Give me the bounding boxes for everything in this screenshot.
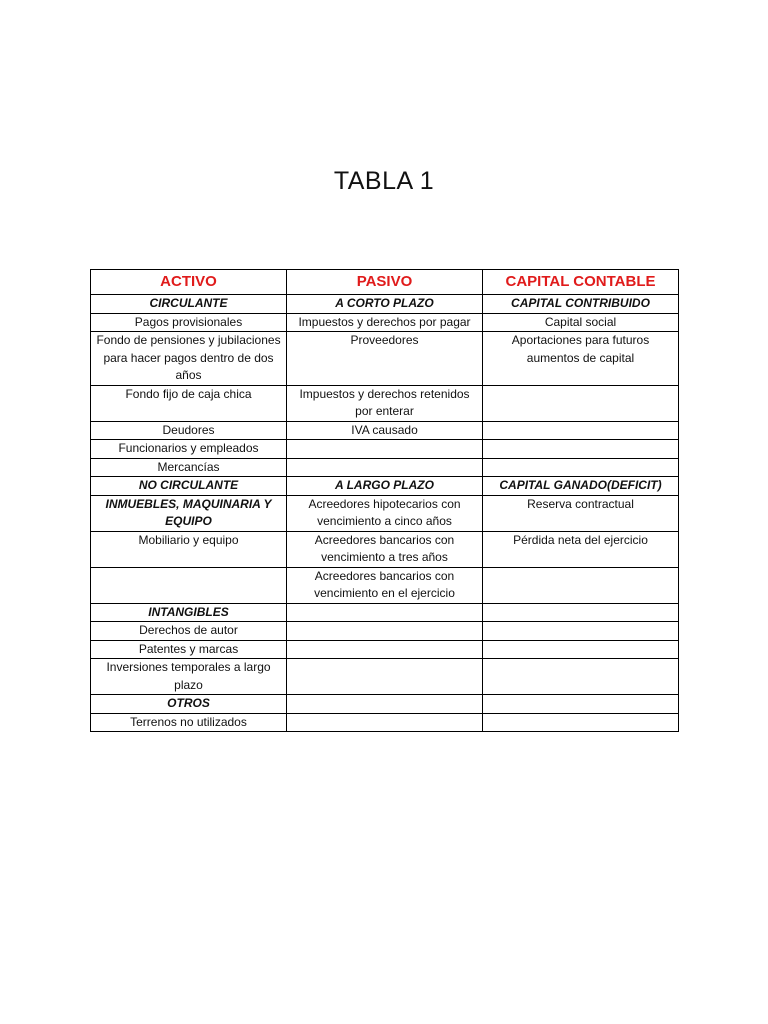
header-activo: ACTIVO xyxy=(91,270,287,295)
table-cell-pasivo xyxy=(287,622,483,641)
table-row xyxy=(91,640,679,659)
table-cell-pasivo: Acreedores hipotecarios con vencimiento a cinco años xyxy=(287,495,483,531)
table-cell-capital xyxy=(483,440,679,459)
table-cell-capital xyxy=(483,567,679,603)
table-cell-activo: INTANGIBLES xyxy=(91,603,287,622)
table-cell-activo: Pagos provisionales xyxy=(91,313,287,332)
table-cell-activo: Derechos de autor xyxy=(91,622,287,641)
table-row xyxy=(91,477,679,496)
table-row xyxy=(91,567,679,603)
table-row xyxy=(91,295,679,314)
table-cell-capital: Aportaciones para futuros aumentos de capital xyxy=(483,332,679,386)
table-cell-capital: Capital social xyxy=(483,313,679,332)
table-cell-activo: Deudores xyxy=(91,421,287,440)
table-row xyxy=(91,622,679,641)
table-cell-capital xyxy=(483,659,679,695)
table-cell-activo: Funcionarios y empleados xyxy=(91,440,287,459)
table-cell-capital xyxy=(483,640,679,659)
table-cell-capital xyxy=(483,421,679,440)
table-row xyxy=(91,659,679,695)
table-row xyxy=(91,421,679,440)
table-cell-pasivo xyxy=(287,440,483,459)
table-cell-capital xyxy=(483,713,679,732)
table-cell-activo: Mobiliario y equipo xyxy=(91,531,287,567)
table-cell-activo: Fondo de pensiones y jubilaciones para hacer pagos dentro de dos años xyxy=(91,332,287,386)
table-header-row xyxy=(91,270,679,295)
table-cell-capital: CAPITAL GANADO(DEFICIT) xyxy=(483,477,679,496)
table-cell-pasivo: Acreedores bancarios con vencimiento a tres años xyxy=(287,531,483,567)
page-title: TABLA 1 xyxy=(333,166,435,195)
table-cell-pasivo: Impuestos y derechos por pagar xyxy=(287,313,483,332)
table-cell-pasivo xyxy=(287,695,483,714)
table-cell-pasivo: A CORTO PLAZO xyxy=(287,295,483,314)
table-cell-activo: INMUEBLES, MAQUINARIA Y EQUIPO xyxy=(91,495,287,531)
table-cell-capital: CAPITAL CONTRIBUIDO xyxy=(483,295,679,314)
table-cell-capital: Pérdida neta del ejercicio xyxy=(483,531,679,567)
table-cell-capital xyxy=(483,603,679,622)
table-cell-pasivo: Acreedores bancarios con vencimiento en el ejercicio xyxy=(287,567,483,603)
header-capital-contable: CAPITAL CONTABLE xyxy=(483,270,679,295)
table-row xyxy=(91,458,679,477)
table-cell-activo: Fondo fijo de caja chica xyxy=(91,385,287,421)
table-cell-activo xyxy=(91,567,287,603)
table-row xyxy=(91,385,679,421)
table-cell-activo: Inversiones temporales a largo plazo xyxy=(91,659,287,695)
table-cell-activo: OTROS xyxy=(91,695,287,714)
table-cell-activo: Terrenos no utilizados xyxy=(91,713,287,732)
table-cell-activo: Mercancías xyxy=(91,458,287,477)
header-pasivo: PASIVO xyxy=(287,270,483,295)
table-row xyxy=(91,695,679,714)
table-cell-pasivo xyxy=(287,603,483,622)
table-cell-capital xyxy=(483,622,679,641)
table-row xyxy=(91,313,679,332)
table-row xyxy=(91,440,679,459)
table-cell-capital xyxy=(483,458,679,477)
table-cell-pasivo xyxy=(287,458,483,477)
table-cell-capital xyxy=(483,695,679,714)
table-body xyxy=(91,295,679,732)
table-cell-pasivo xyxy=(287,640,483,659)
table-cell-pasivo: Impuestos y derechos retenidos por enterar xyxy=(287,385,483,421)
table-cell-pasivo: IVA causado xyxy=(287,421,483,440)
table-row xyxy=(91,603,679,622)
table-cell-activo: Patentes y marcas xyxy=(91,640,287,659)
table-cell-capital xyxy=(483,385,679,421)
table-cell-pasivo: Proveedores xyxy=(287,332,483,386)
table-cell-activo: CIRCULANTE xyxy=(91,295,287,314)
table-cell-capital: Reserva contractual xyxy=(483,495,679,531)
table-cell-pasivo xyxy=(287,713,483,732)
table-row xyxy=(91,332,679,386)
table-cell-pasivo xyxy=(287,659,483,695)
balance-sheet-table xyxy=(90,269,679,732)
table-row xyxy=(91,495,679,531)
table-row xyxy=(91,531,679,567)
table-cell-activo: NO CIRCULANTE xyxy=(91,477,287,496)
table-cell-pasivo: A LARGO PLAZO xyxy=(287,477,483,496)
table-row xyxy=(91,713,679,732)
